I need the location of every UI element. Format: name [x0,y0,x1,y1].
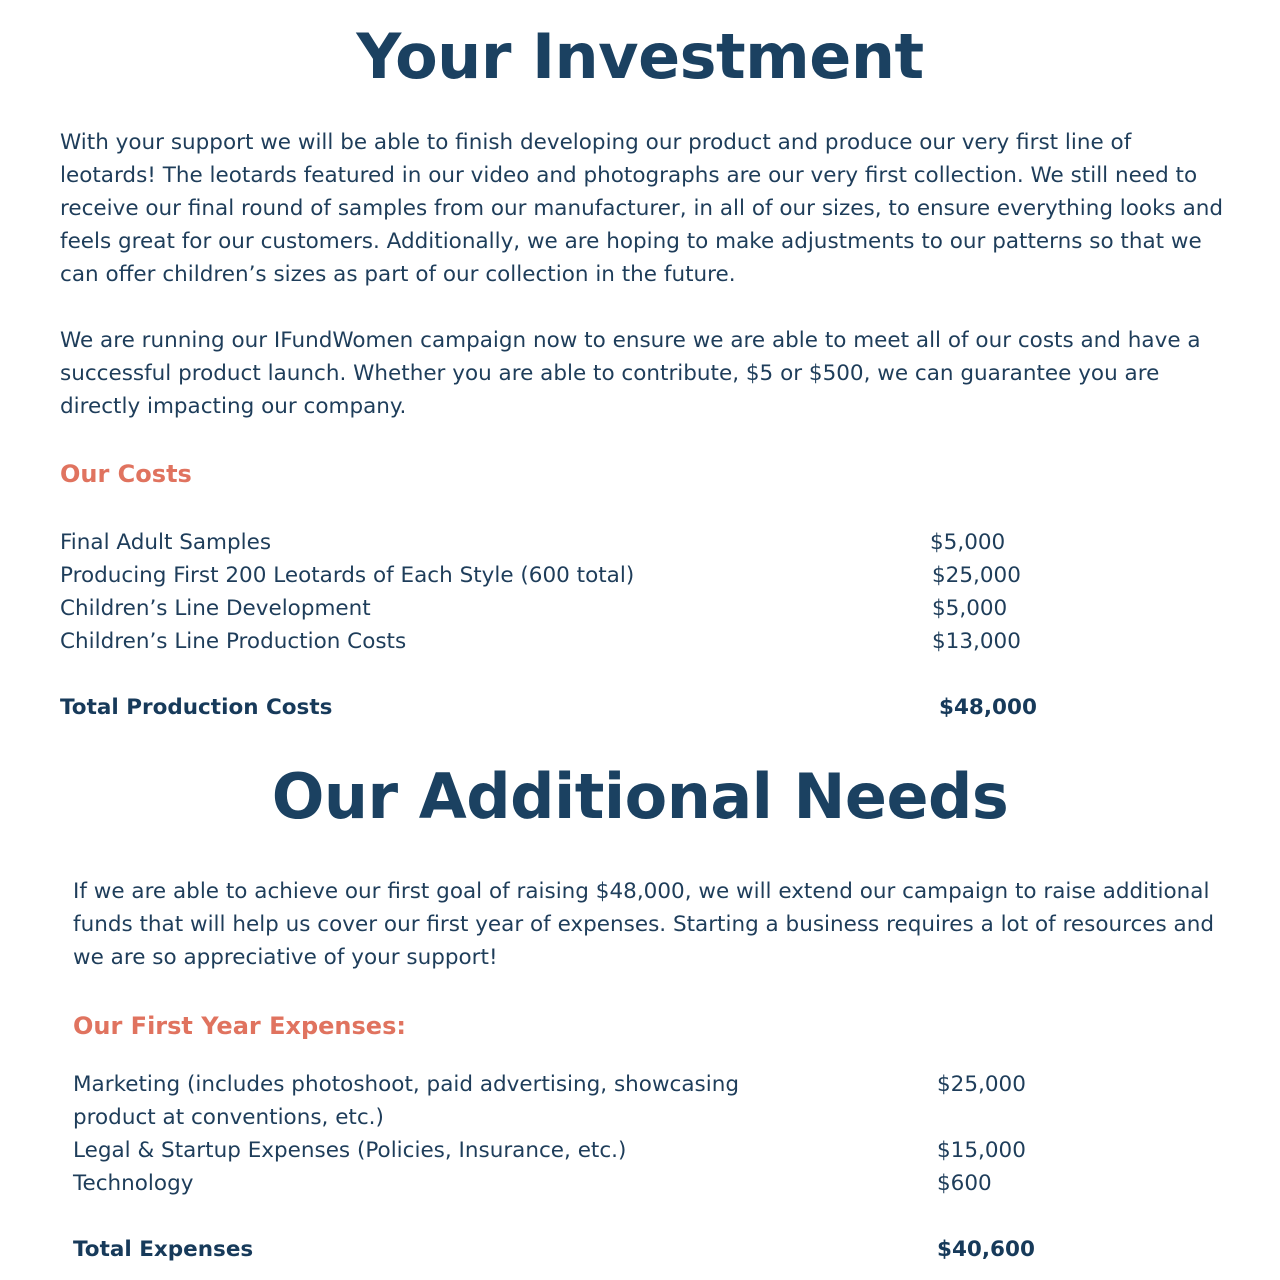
investment-paragraph-1: With your support we will be able to finish developing our product and produce our very first line of leotards! The leotards featured in our video and photographs are our very first collection. We still need to receive our final round of samples from our manufacturer, in all of our sizes, to ensure everything looks and feels great for our customers. Additionally, we are hoping to make adjustments to our patterns so that we can offer children’s sizes as part of our collection in the future. [60,130,1224,287]
additional-paragraph: If we are able to achieve our first goal of raising $48,000, we will extend our campaign to raise additional funds that will help us cover our first year of expenses. Starting a business requires a lot of resources and we are so appreciative of your support! [73,879,1215,970]
expenses-heading: Our First Year Expenses: [73,1012,406,1040]
expense-row-label: Legal & Startup Expenses (Policies, Insurance, etc.) [73,1138,627,1163]
cost-row-amount: $5,000 [932,596,1008,621]
cost-row-label: Children’s Line Production Costs [60,629,407,654]
total-expenses-label: Total Expenses [73,1237,254,1262]
expense-row-label: Marketing (includes photoshoot, paid advertising, showcasing product at conventions, etc.) [73,1072,739,1130]
investment-paragraph-2: We are running our IFundWomen campaign now to ensure we are able to meet all of our costs and have a successful product launch. Whether you are able to contribute, $5 or $500, we can guarantee you are directly impacting our company. [60,328,1201,419]
total-production-costs-amount: $48,000 [939,695,1037,720]
cost-row-amount: $5,000 [930,530,1006,555]
expense-row-amount: $600 [937,1171,992,1196]
total-production-costs-label: Total Production Costs [60,695,333,720]
section-title-additional-needs: Our Additional Needs [271,760,1009,833]
total-expenses-amount: $40,600 [937,1237,1035,1262]
cost-row-amount: $25,000 [932,563,1021,588]
page-title-your-investment: Your Investment [356,20,924,93]
expense-row-amount: $15,000 [937,1138,1026,1163]
costs-heading: Our Costs [60,460,192,488]
expense-row-label: Technology [73,1171,194,1196]
cost-row-label: Children’s Line Development [60,596,371,621]
cost-row-label: Producing First 200 Leotards of Each Style (600 total) [60,563,635,588]
cost-row-label: Final Adult Samples [60,530,272,555]
expense-row-amount: $25,000 [937,1072,1026,1097]
cost-row-amount: $13,000 [932,629,1021,654]
